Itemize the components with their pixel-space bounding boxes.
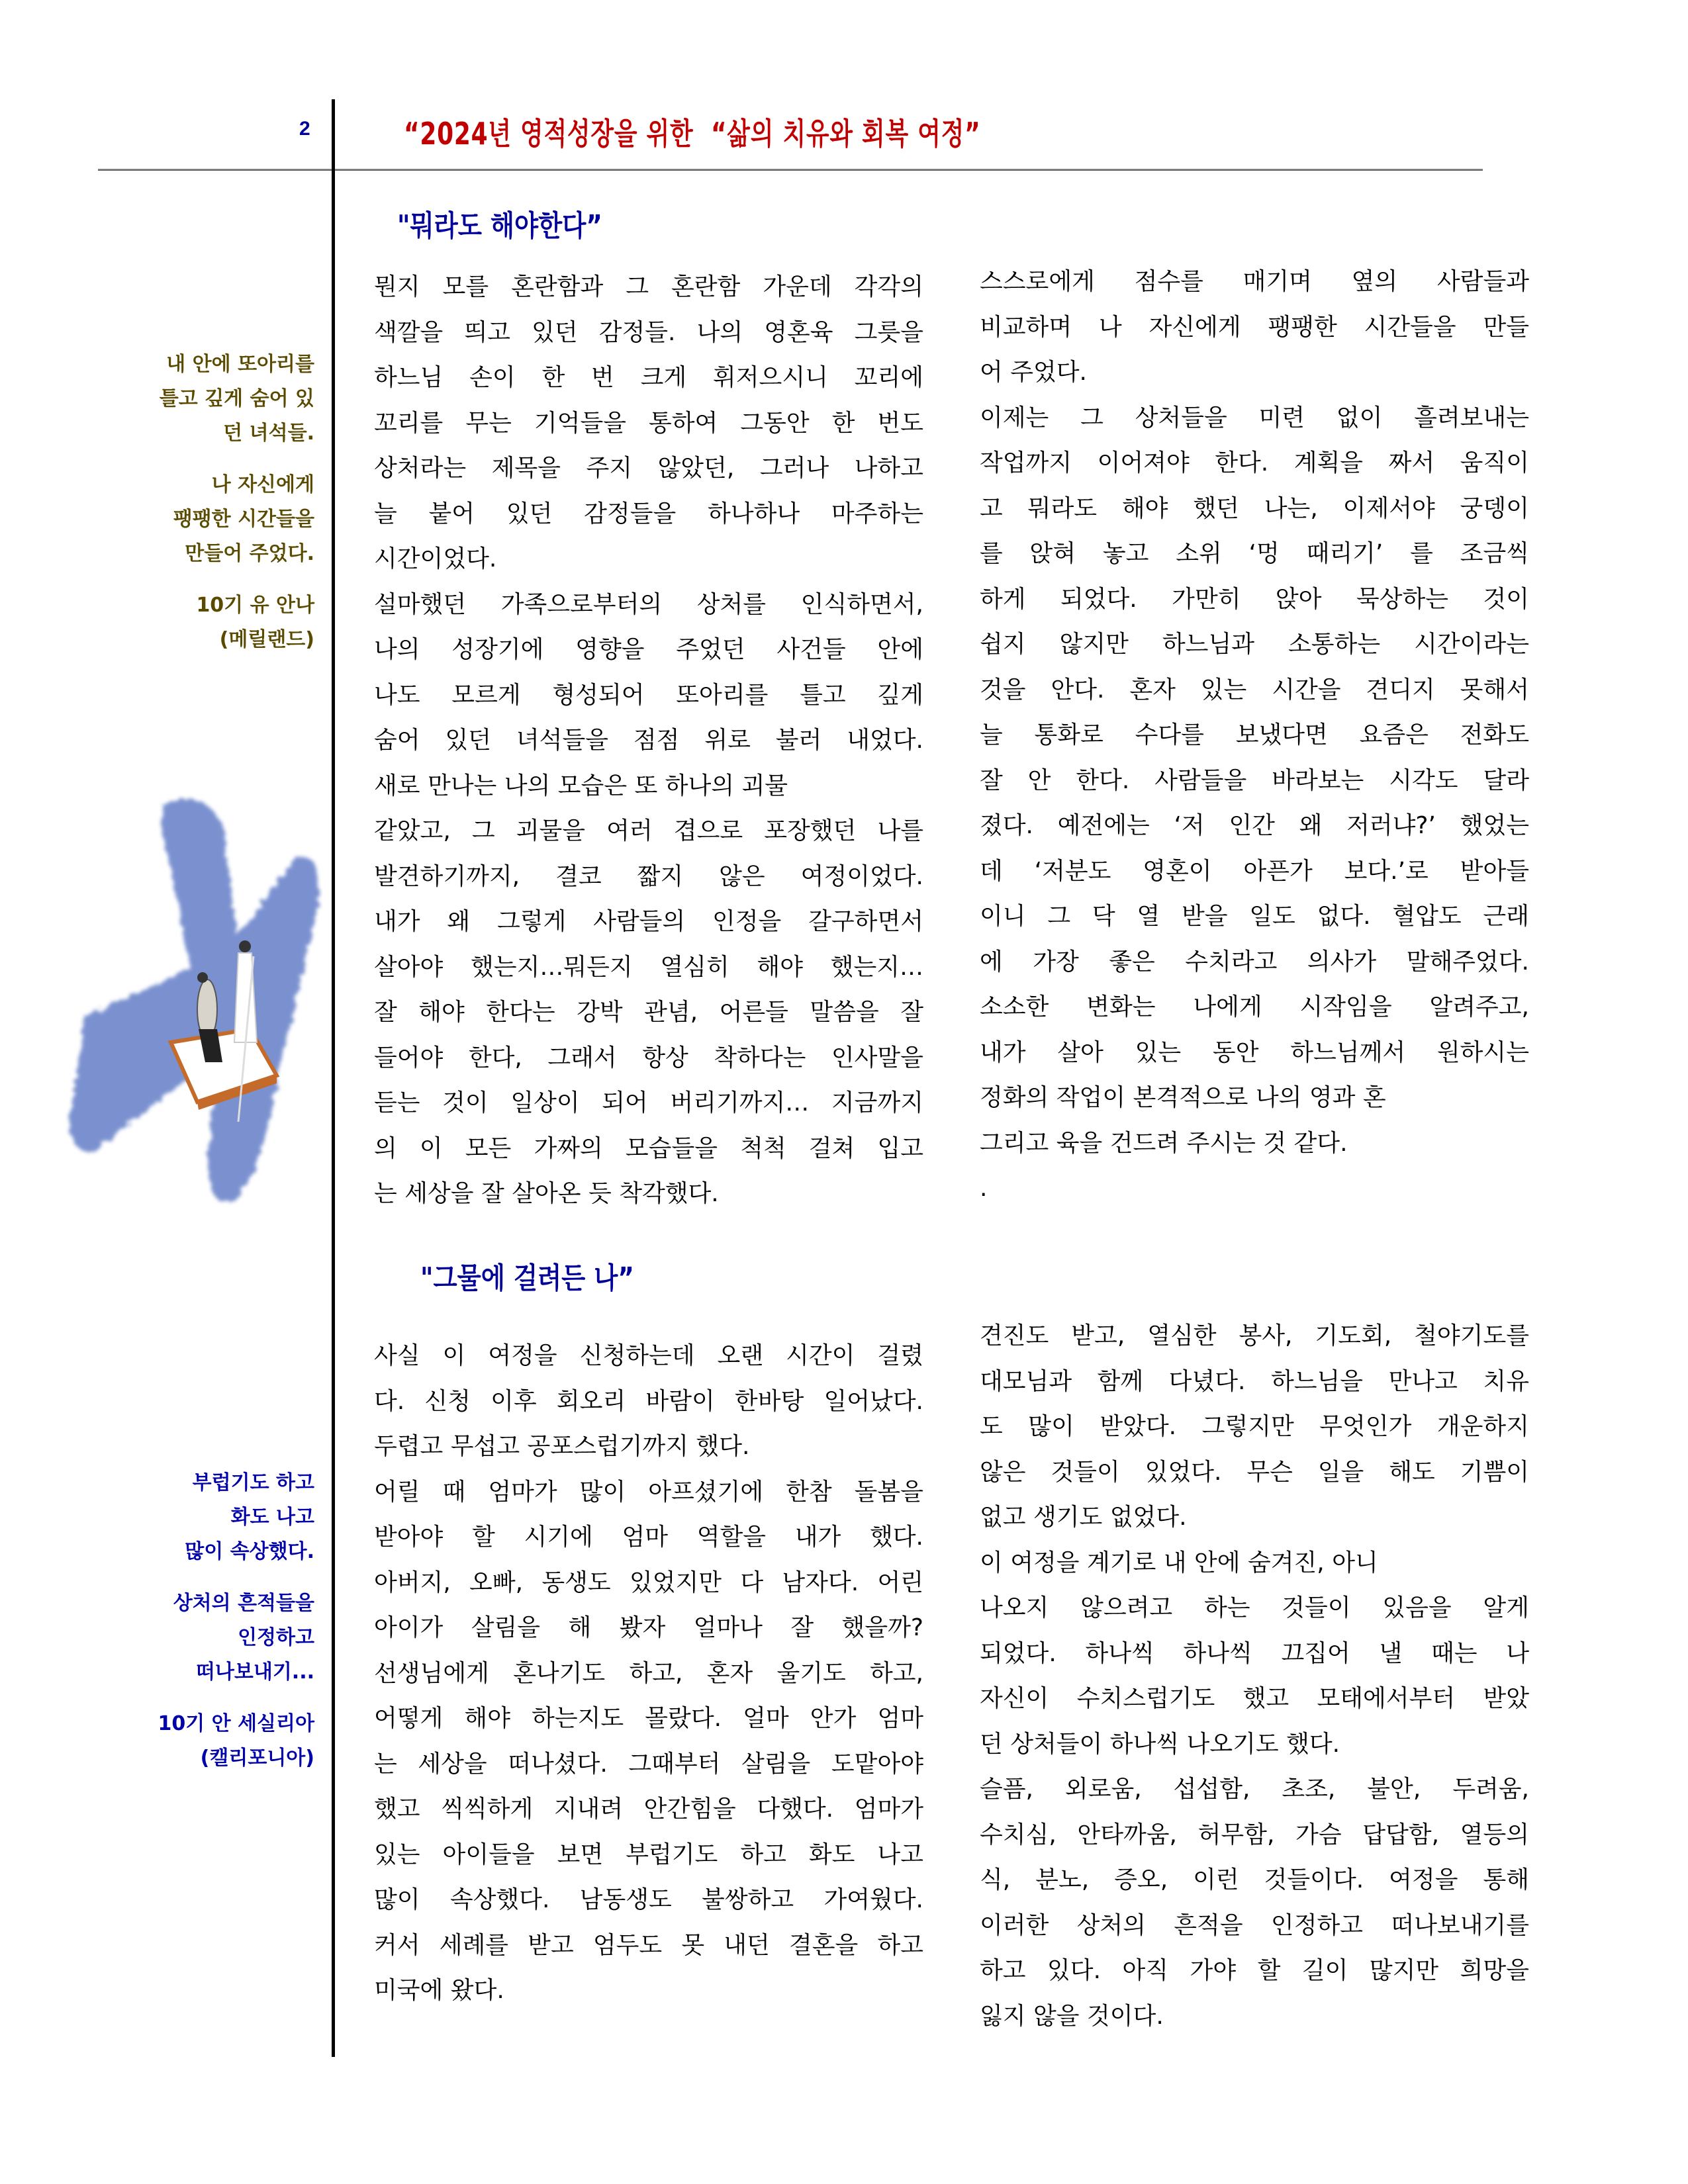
text-line: 졌다. 예전에는 ‘저 인간 왜 저러냐?’ 했었는 (980, 812, 1529, 839)
text-line: 않은 것들이 있었다. 무슨 일을 해도 기쁨이 (980, 1458, 1529, 1486)
text-line: 시간이었다. (374, 545, 497, 572)
article-2-left-column (374, 1334, 923, 2014)
text-line: 이니 그 닥 열 받을 일도 없다. 혈압도 근래 (980, 903, 1529, 930)
text-line: 이러한 상처의 흔적을 인정하고 떠나보내기를 (980, 1911, 1529, 1939)
text-line: 소소한 변화는 나에게 시작임을 알려주고, (980, 993, 1529, 1021)
article-1-left-column (374, 265, 923, 1217)
text-line: 많이 속상했다. 남동생도 불쌍하고 가여웠다. (374, 1886, 923, 1913)
text-line: . (980, 1175, 988, 1202)
pullquote-text-2: 나 자신에게 팽팽한 시간들을 만들어 주었다. (173, 473, 314, 565)
illustration-praying-figures-icon (58, 778, 323, 1214)
text-line: 하게 되었다. 가만히 앉아 묵상하는 것이 (980, 585, 1529, 613)
text-line: 슬픔, 외로움, 섭섭함, 초조, 불안, 두려움, (980, 1776, 1529, 1803)
text-line: 어릴 때 엄마가 많이 아프셨기에 한참 돌봄을 (374, 1478, 923, 1506)
text-line: 두렵고 무섭고 공포스럽기까지 했다. (374, 1433, 750, 1460)
text-line: 견진도 받고, 열심한 봉사, 기도회, 철야기도를 (980, 1322, 1529, 1349)
sidebar-pullquote-2 (76, 1466, 314, 1793)
sidebar-divider (332, 99, 335, 2057)
text-line: 하고 있다. 아직 가야 할 길이 많지만 희망을 (980, 1957, 1529, 1984)
text-line: 어떻게 해야 하는지도 몰랐다. 얼마 안가 엄마 (374, 1705, 923, 1732)
sidebar-pullquote-1 (76, 347, 314, 674)
text-line: 하느님 손이 한 번 크게 휘저으시니 꼬리에 (374, 364, 923, 391)
text-line: 잘 해야 한다는 강박 관념, 어른들 말씀을 잘 (374, 999, 923, 1026)
text-line: 이제는 그 상처들을 미련 없이 흘려보내는 (980, 404, 1529, 432)
text-line: 늘 통화로 수다를 보냈다면 요즘은 전화도 (980, 721, 1529, 749)
text-line: 했고 씩씩하게 지내려 안간힘을 다했다. 엄마가 (374, 1796, 923, 1823)
text-line: 작업까지 이어져야 한다. 계획을 짜서 움직이 (980, 449, 1529, 477)
text-line: 사실 이 여정을 신청하는데 오랜 시간이 걸렸 (374, 1342, 923, 1369)
text-line: 고 뭐라도 해야 했던 나는, 이제서야 궁뎅이 (980, 494, 1529, 522)
text-line: 던 상처들이 하나씩 나오기도 했다. (980, 1730, 1340, 1758)
text-line: 그리고 육을 건드려 주시는 것 같다. (980, 1129, 1348, 1157)
article-2-right-column (980, 1314, 1529, 2039)
pullquote-author: 10기 유 안나 (메릴랜드) (196, 594, 314, 651)
header-divider (98, 169, 1483, 171)
text-line: 정화의 작업이 본격적으로 나의 영과 혼 (980, 1084, 1386, 1111)
text-line: 자신이 수치스럽기도 했고 모태에서부터 받았 (980, 1685, 1529, 1712)
text-line: 되었다. 하나씩 하나씩 끄집어 낼 때는 나 (980, 1639, 1529, 1667)
text-line: 내가 살아 있는 동안 하느님께서 원하시는 (980, 1038, 1529, 1066)
text-line: 비교하며 나 자신에게 팽팽한 시간들을 만들 (980, 313, 1529, 341)
pullquote-text: 부럽기도 하고 화도 나고 많이 속상했다. (185, 1471, 314, 1563)
text-line: 는 세상을 잘 살아온 듯 착각했다. (374, 1180, 719, 1207)
text-line: 스스로에게 점수를 매기며 옆의 사람들과 (980, 268, 1529, 295)
text-line: 잘 안 한다. 사람들을 바라보는 시각도 달라 (980, 766, 1529, 794)
text-line: 나오지 않으려고 하는 것들이 있음을 알게 (980, 1594, 1529, 1621)
text-line: 다. 신청 이후 회오리 바람이 한바탕 일어났다. (374, 1387, 923, 1415)
text-line: 대모님과 함께 다녔다. 하느님을 만나고 치유 (980, 1367, 1529, 1395)
text-line: 나도 모르게 형성되어 또아리를 틀고 깊게 (374, 681, 923, 709)
text-line: 내가 왜 그렇게 사람들의 인정을 갈구하면서 (374, 908, 923, 935)
text-line: 색깔을 띄고 있던 감정들. 나의 영혼육 그릇을 (374, 318, 923, 346)
article-1-right-column (980, 259, 1529, 1212)
page-number: 2 (299, 118, 310, 140)
pullquote-text: 내 안에 또아리를 틀고 깊게 숨어 있 던 녀석들. (159, 353, 314, 445)
header-title: “2024년 영적성장을 위한 “삶의 치유와 회복 여정” (404, 116, 981, 152)
text-line: 커서 세례를 받고 엄두도 못 내던 결혼을 하고 (374, 1931, 923, 1959)
text-line: 선생님에게 혼나기도 하고, 혼자 울기도 하고, (374, 1659, 923, 1687)
article-2-title: "그물에 걸려든 나” (420, 1261, 635, 1295)
text-line: 살아야 했는지…뭐든지 열심히 해야 했는지… (374, 953, 923, 981)
text-line: 의 이 모든 가짜의 모습들을 척척 걸쳐 입고 (374, 1134, 923, 1162)
pullquote-author: 10기 안 세실리아 (캘리포니아) (158, 1712, 314, 1770)
text-line: 새로 만나는 나의 모습은 또 하나의 괴물 (374, 772, 788, 799)
text-line: 어 주었다. (980, 359, 1087, 386)
text-line: 아버지, 오빠, 동생도 있었지만 다 남자다. 어린 (374, 1569, 923, 1596)
text-line: 에 가장 좋은 수치라고 의사가 말해주었다. (980, 948, 1529, 976)
text-line: 뭔지 모를 혼란함과 그 혼란함 가운데 각각의 (374, 273, 923, 300)
text-line: 늘 붙어 있던 감정들을 하나하나 마주하는 (374, 500, 923, 527)
text-line: 들어야 한다, 그래서 항상 착하다는 인사말을 (374, 1044, 923, 1071)
text-line: 이 여정을 계기로 내 안에 숨겨진, 아니 (980, 1549, 1378, 1576)
text-line: 식, 분노, 증오, 이런 것들이다. 여정을 통해 (980, 1866, 1529, 1893)
text-line: 있는 아이들을 보면 부럽기도 하고 화도 나고 (374, 1841, 923, 1868)
text-line: 설마했던 가족으로부터의 상처를 인식하면서, (374, 590, 923, 618)
text-line: 잃지 않을 것이다. (980, 2002, 1164, 2030)
text-line: 꼬리를 무는 기억들을 통하여 그동안 한 번도 (374, 409, 923, 437)
text-line: 는 세상을 떠나셨다. 그때부터 살림을 도맡아야 (374, 1750, 923, 1778)
text-line: 받아야 할 시기에 엄마 역할을 내가 했다. (374, 1524, 923, 1551)
text-line: 숨어 있던 녀석들을 점점 위로 불러 내었다. (374, 727, 923, 754)
text-line: 나의 성장기에 영향을 주었던 사건들 안에 (374, 636, 923, 663)
text-line: 수치심, 안타까움, 허무함, 가슴 답답함, 열등의 (980, 1821, 1529, 1848)
article-1-title: "뭐라도 해야한다” (397, 209, 602, 243)
text-line: 도 많이 받았다. 그렇지만 무엇인가 개운하지 (980, 1413, 1529, 1440)
text-line: 발견하기까지, 결코 짧지 않은 여정이었다. (374, 862, 923, 890)
text-line: 것을 안다. 혼자 있는 시간을 견디지 못해서 (980, 676, 1529, 704)
text-line: 미국에 왔다. (374, 1977, 504, 2004)
text-line: 듣는 것이 일상이 되어 버리기까지… 지금까지 (374, 1089, 923, 1116)
pullquote-text-2: 상처의 흔적들을 인정하고 떠나보내기... (173, 1592, 314, 1684)
text-line: 를 앉혀 놓고 소위 ‘멍 때리기’ 를 조금씩 (980, 540, 1529, 567)
text-line: 쉽지 않지만 하느님과 소통하는 시간이라는 (980, 631, 1529, 658)
text-line: 데 ‘저분도 영혼이 아픈가 보다.’로 받아들 (980, 857, 1529, 885)
text-line: 아이가 살림을 해 봤자 얼마나 잘 했을까? (374, 1614, 923, 1641)
text-line: 없고 생기도 없었다. (980, 1504, 1187, 1531)
text-line: 상처라는 제목을 주지 않았던, 그러나 나하고 (374, 455, 923, 482)
text-line: 같았고, 그 괴물을 여러 겹으로 포장했던 나를 (374, 817, 923, 844)
